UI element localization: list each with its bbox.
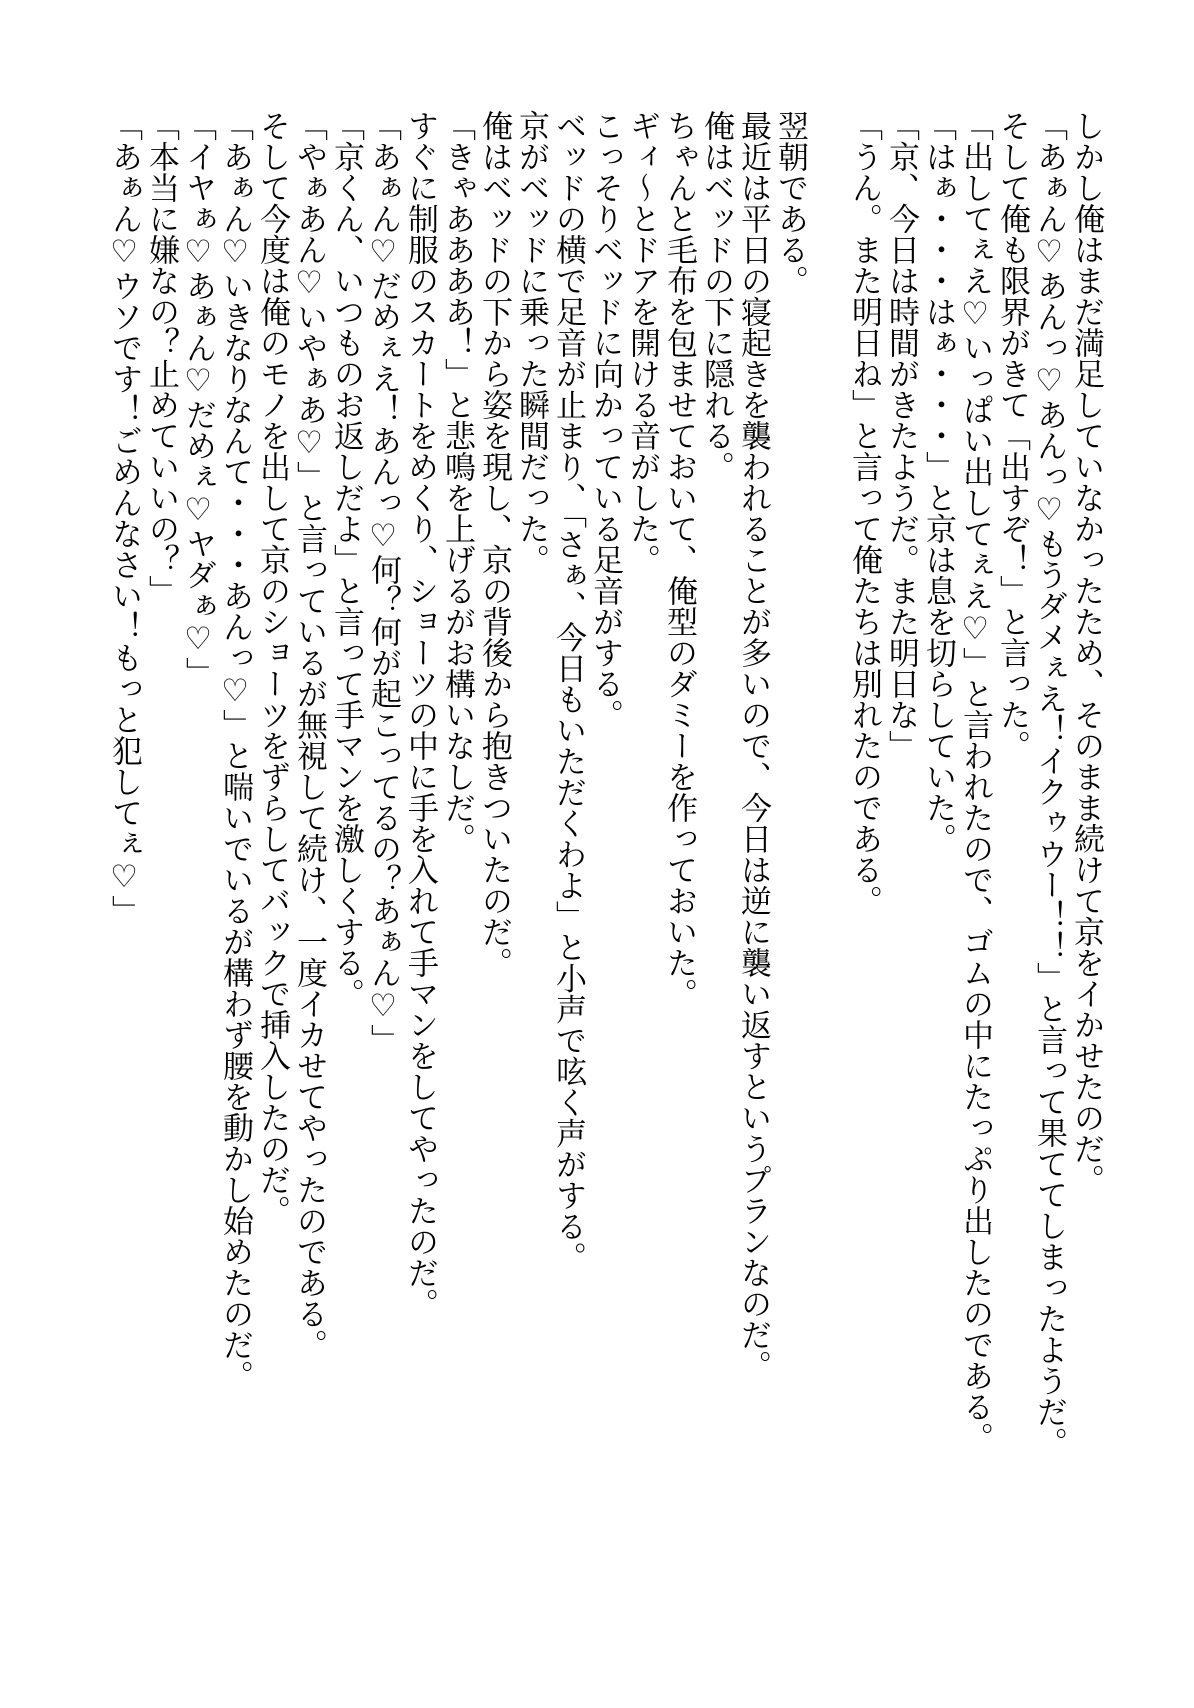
text-line: そして今度は俺のモノを出して京のショーツをずらしてバックで挿入したのだ。	[254, 110, 290, 1226]
text-line: 俺はベッドの下に隠れる。	[698, 110, 734, 482]
text-line: 「はぁ・・・はぁ・・・」と京は息を切らしていた。	[920, 110, 956, 854]
text-line: ギィ～とドアを開ける音がした。	[624, 110, 660, 575]
paragraph-gap	[808, 110, 845, 1570]
text-line: 「きゃああああ！」と悲鳴を上げるがお構いなしだ。	[439, 110, 475, 854]
text-line: ちゃんと毛布を包ませておいて、俺型のダミーを作っておいた。	[661, 110, 697, 1009]
text-line: 「京くん、いつものお返しだよ」と言って手マンを激しくする。	[328, 110, 364, 1009]
text-line: 「うん。また明日ね」と言って俺たちは別れたのである。	[846, 110, 882, 916]
text-line: 「本当に嫌なの？止めていいの？」	[143, 110, 179, 606]
text-line: 「あぁん♡いきなりなんて・・・あんっ♡」と喘いでいるが構わず腰を動かし始めたのだ。	[217, 110, 253, 1391]
text-line: 翌朝である。	[772, 110, 808, 296]
text-line: 「出してぇえ♡いっぱい出してぇえ♡」と言われたので、ゴムの中にたっぷり出したのである。	[957, 110, 993, 1453]
text-line: すぐに制服のスカートをめくり、ショーツの中に手を入れて手マンをしてやったのだ。	[402, 110, 438, 1319]
text-line: こっそりベッドに向かっている足音がする。	[587, 110, 623, 730]
text-line: 「あぁん♡だめぇえ！あんっ♡何？何が起こってるの？あぁん♡」	[365, 110, 401, 1055]
text-line: 京がベッドに乗った瞬間だった。	[513, 110, 549, 575]
text-line: そして俺も限界がきて「出すぞ！」と言った。	[994, 110, 1030, 761]
text-line: 「あぁん♡ウソです！ごめんなさい！もっと犯してぇ♡」	[106, 110, 142, 926]
vertical-text-body	[105, 110, 1104, 1570]
text-line: 俺はベッドの下から姿を現し、京の背後から抱きついたのだ。	[476, 110, 512, 978]
text-line: 「やぁあん♡いやぁあ♡」と言っているが無視して続け、一度イカせてやったのである。	[291, 110, 327, 1360]
text-line: 「イヤぁ♡あぁん♡だめぇ♡ヤダぁ♡」	[180, 110, 216, 688]
text-line: 「あぁん♡あんっ♡あんっ♡もうダメぇえ！イクゥウー！！」と言って果ててしまったようだ。	[1031, 110, 1067, 1458]
text-line: 「京、今日は時間がきたようだ。また明日な」	[883, 110, 919, 761]
text-line: しかし俺はまだ満足していなかったため、そのまま続けて京をイかせたのだ。	[1068, 110, 1104, 1195]
text-line: 最近は平日の寝起きを襲われることが多いので、今日は逆に襲い返すというプランなのだ。	[735, 110, 771, 1381]
text-line: ベッドの横で足音が止まり、「さぁ、今日もいただくわよ」と小声で呟く声がする。	[550, 110, 586, 1273]
